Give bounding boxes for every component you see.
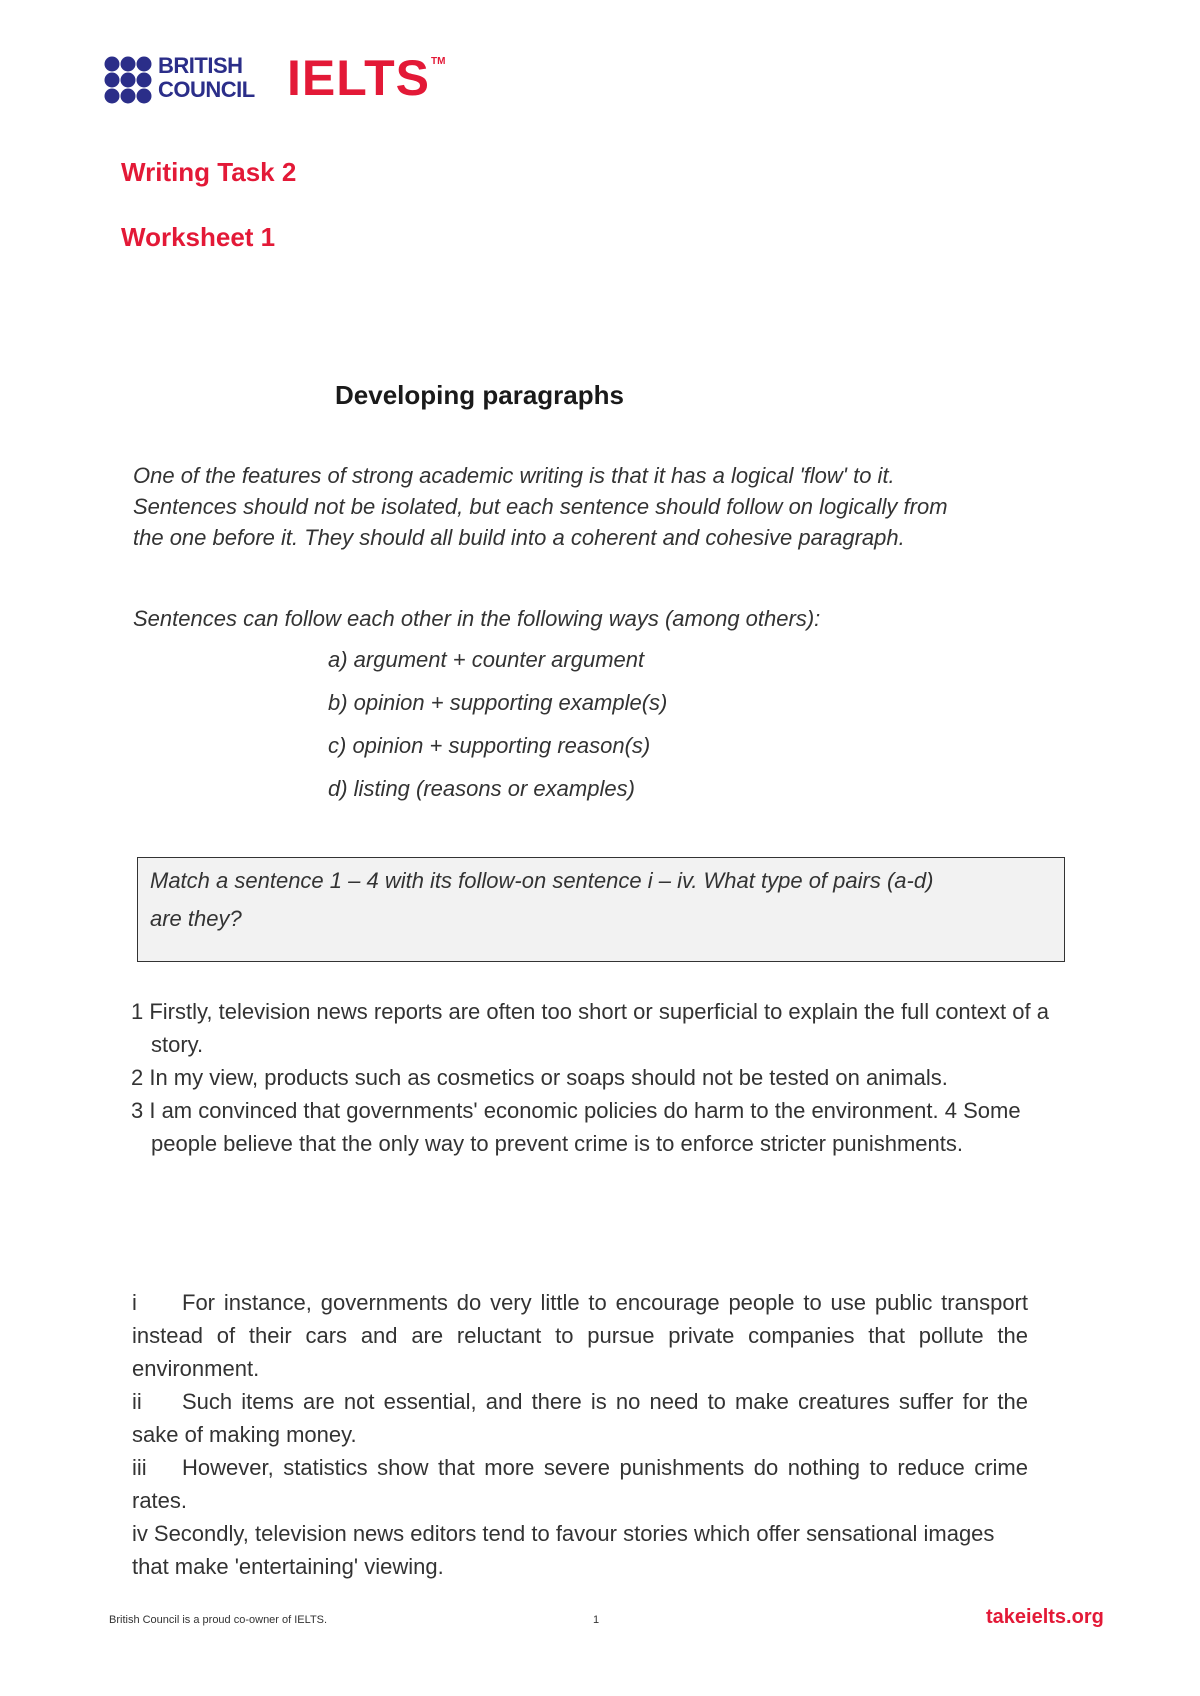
item-number: iii (132, 1455, 147, 1480)
intro-paragraph (133, 460, 1073, 553)
list-item: a) argument + counter argument (328, 647, 645, 672)
item-text: For instance, governments do very little to encourage people to use public transport instead of their cars and are reluctant to pursue private companies that pollute the environment. (132, 1290, 1028, 1381)
list-item: 2 In my view, products such as cosmetics or soaps should not be tested on animals. (131, 1065, 948, 1090)
item-number: ii (132, 1389, 142, 1414)
intro-line: One of the features of strong academic writing is that it has a logical 'flow' to it. (133, 463, 895, 488)
page-number: 1 (593, 1614, 600, 1626)
item-text: However, statistics show that more severe punishments do nothing to reduce crime rates. (132, 1455, 1028, 1513)
british-council-dots-icon (104, 56, 152, 104)
list-item (132, 1385, 1028, 1451)
website-link[interactable]: takeielts.org (986, 1606, 1104, 1628)
followon-sentences (132, 1286, 1028, 1583)
intro-line: Sentences should not be isolated, but each sentence should follow on logically from (133, 494, 948, 519)
trademark-mark: TM (431, 56, 446, 67)
list-item: 1 Firstly, television news reports are often too short or superficial to explain the full context of a story. (131, 999, 1049, 1057)
task-instruction-box (137, 857, 1065, 962)
item-number: i (132, 1290, 137, 1315)
item-number: iv (132, 1521, 148, 1546)
list-item: d) listing (reasons or examples) (328, 776, 635, 801)
list-item: c) opinion + supporting reason(s) (328, 733, 651, 758)
ways-list (328, 644, 667, 816)
list-item (132, 1451, 1028, 1517)
british-council-line2: COUNCIL (158, 77, 255, 102)
list-item: b) opinion + supporting example(s) (328, 690, 668, 715)
ielts-logo (104, 50, 450, 106)
intro-line: the one before it. They should all build into a coherent and cohesive paragraph. (133, 525, 905, 550)
footer-note: British Council is a proud co-owner of IELTS. (109, 1614, 328, 1626)
item-text: Secondly, television news editors tend to favour stories which offer sensational images that make 'entertaining' viewing. (132, 1521, 995, 1579)
list-item (132, 1286, 1028, 1385)
item-text: Such items are not essential, and there is no need to make creatures suffer for the sake of making money. (132, 1389, 1028, 1447)
ways-lead: Sentences can follow each other in the following ways (among others): (133, 606, 821, 631)
task-heading: Writing Task 2 (121, 157, 297, 187)
ielts-wordmark: IELTS (287, 50, 430, 106)
list-item: 3 I am convinced that governments' economic policies do harm to the environment. 4 Some people believe that the only way to prevent crime is to enforce stricter punishments. (131, 1098, 1021, 1156)
list-item (132, 1517, 1028, 1583)
british-council-wordmark (158, 54, 255, 102)
task-line: are they? (150, 906, 242, 931)
section-title: Developing paragraphs (335, 380, 624, 410)
british-council-line1: BRITISH (158, 53, 243, 78)
numbered-sentences (131, 995, 1071, 1160)
worksheet-heading: Worksheet 1 (121, 222, 276, 252)
task-line: Match a sentence 1 – 4 with its follow-on sentence i – iv. What type of pairs (a-d) (150, 868, 934, 893)
